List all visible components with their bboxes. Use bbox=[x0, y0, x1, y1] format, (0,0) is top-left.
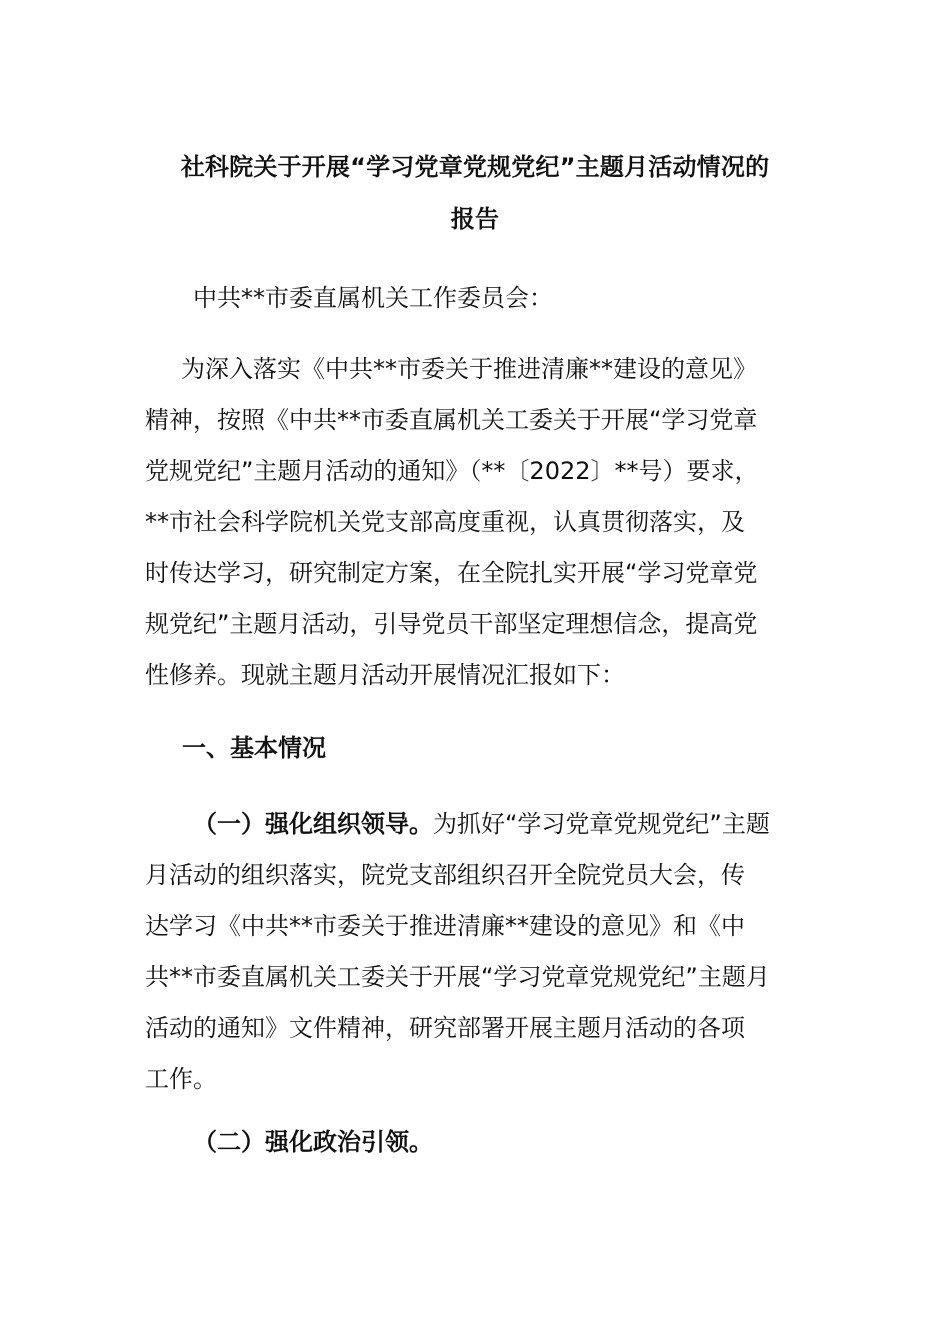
document-title-line-1: 社科院关于开展“学习党章党规党纪”主题月活动情况的 bbox=[180, 153, 770, 181]
paragraph-line: 共**市委直属机关工委关于开展“学习党章党规党纪”主题月 bbox=[145, 963, 770, 991]
paragraph-line: 精神，按照《中共**市委直属机关工委关于开展“学习党章 bbox=[145, 406, 758, 434]
paragraph-line: 为深入落实《中共**市委关于推进清廉**建设的意见》 bbox=[181, 355, 757, 383]
paragraph-line: 党规党纪”主题月活动的通知》（**〔2022〕**号）要求， bbox=[145, 457, 759, 485]
subsection-1-text: 为抓好“学习党章党规党纪”主题 bbox=[433, 810, 770, 838]
document-title-line-2: 报告 bbox=[450, 205, 500, 233]
paragraph-line: 规党纪”主题月活动，引导党员干部坚定理想信念，提高党 bbox=[145, 610, 758, 638]
paragraph-line: 性修养。现就主题月活动开展情况汇报如下： bbox=[145, 661, 625, 689]
subsection-1-lead: （一）强化组织领导。 bbox=[193, 810, 433, 838]
paragraph-line: 时传达学习，研究制定方案，在全院扎实开展“学习党章党 bbox=[145, 559, 758, 587]
section-heading-basic-situation: 一、基本情况 bbox=[182, 734, 326, 762]
paragraph-line: 达学习《中共**市委关于推进清廉**建设的意见》和《中 bbox=[145, 912, 745, 940]
paragraph-line bbox=[145, 799, 845, 850]
subsection-1-paragraph bbox=[145, 799, 845, 1105]
salutation: 中共**市委直属机关工作委员会： bbox=[193, 284, 553, 312]
paragraph-line: 月活动的组织落实，院党支部组织召开全院党员大会，传 bbox=[145, 861, 745, 889]
subsection-2-heading: （二）强化政治引领。 bbox=[193, 1128, 433, 1156]
paragraph-line: **市社会科学院机关党支部高度重视，认真贯彻落实，及 bbox=[145, 508, 745, 536]
paragraph-line: 工作。 bbox=[145, 1065, 217, 1093]
paragraph-line: 活动的通知》文件精神，研究部署开展主题月活动的各项 bbox=[145, 1014, 745, 1042]
intro-paragraph bbox=[145, 344, 845, 701]
